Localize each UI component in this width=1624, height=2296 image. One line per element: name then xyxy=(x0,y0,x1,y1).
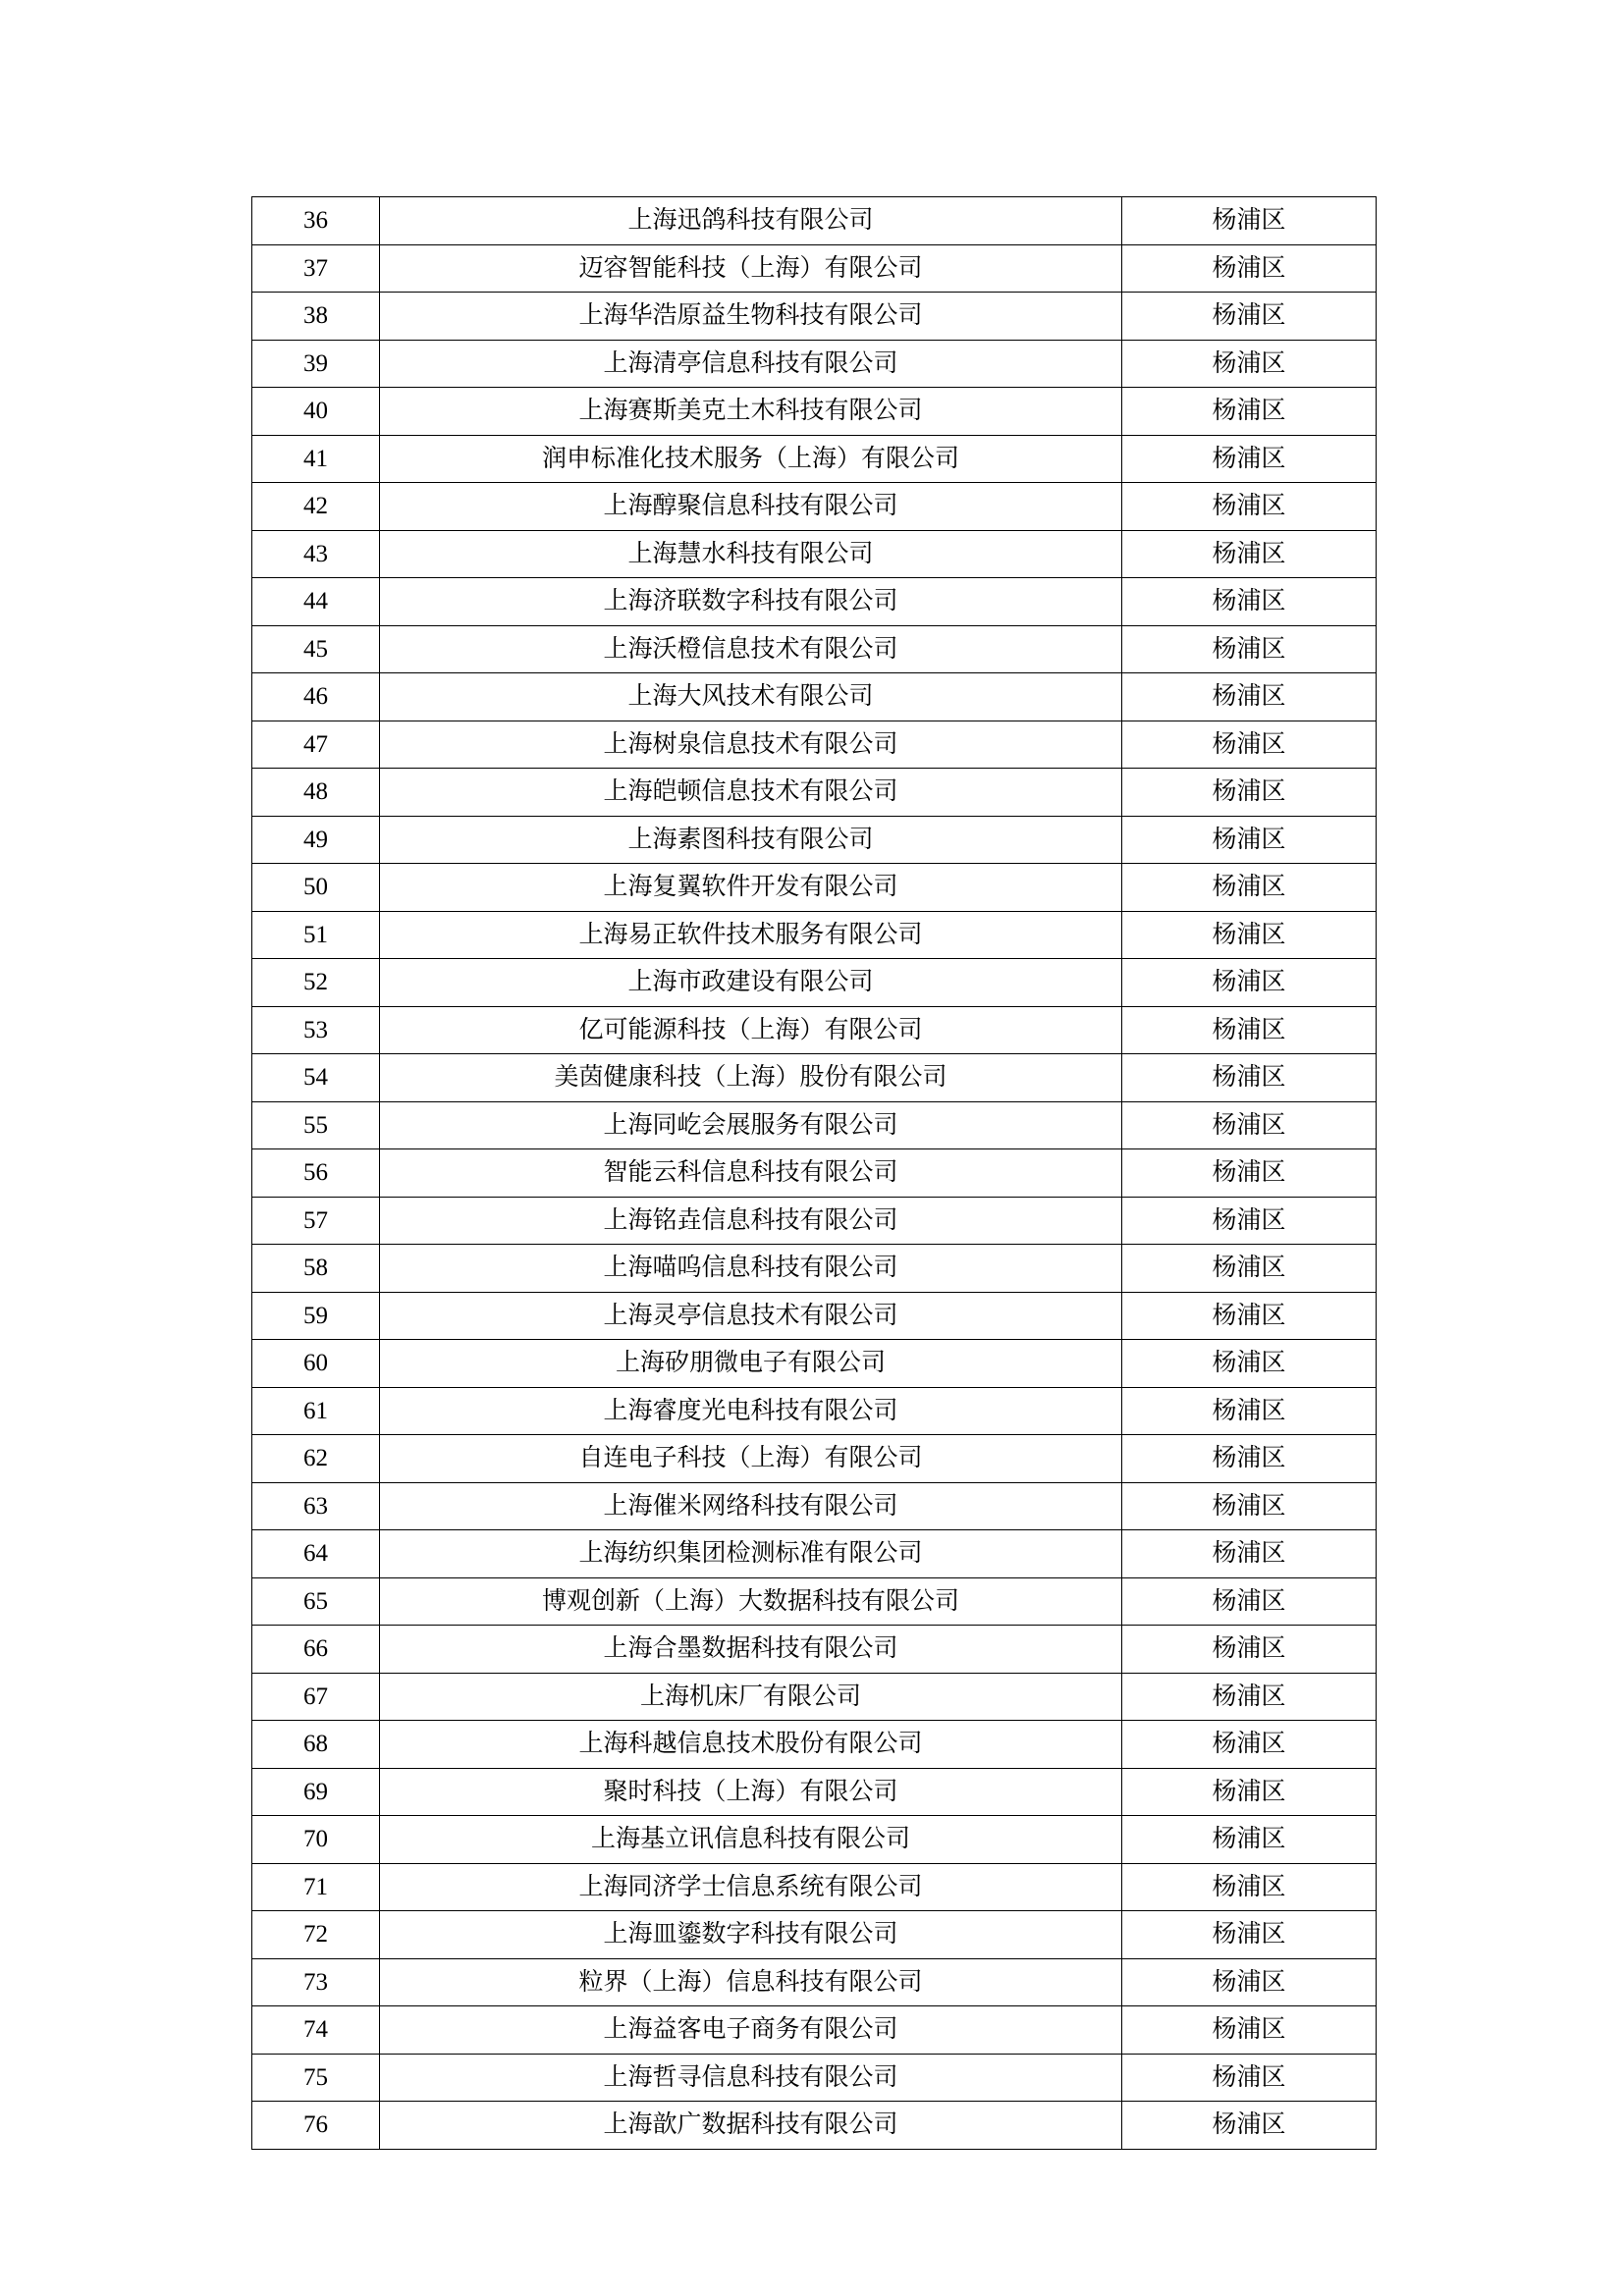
row-number-cell: 44 xyxy=(252,578,380,626)
row-number-cell: 63 xyxy=(252,1482,380,1530)
table-row xyxy=(252,1149,1377,1198)
row-number-cell: 69 xyxy=(252,1768,380,1816)
company-name-cell: 上海市政建设有限公司 xyxy=(380,959,1122,1007)
company-name-cell: 上海益客电子商务有限公司 xyxy=(380,2006,1122,2055)
company-name-cell: 上海素图科技有限公司 xyxy=(380,816,1122,864)
row-number-cell: 45 xyxy=(252,625,380,673)
district-cell: 杨浦区 xyxy=(1122,1482,1377,1530)
table-row xyxy=(252,1387,1377,1435)
company-name-cell: 上海皑顿信息技术有限公司 xyxy=(380,769,1122,817)
company-name-cell: 博观创新（上海）大数据科技有限公司 xyxy=(380,1577,1122,1626)
row-number-cell: 39 xyxy=(252,340,380,388)
company-name-cell: 上海机床厂有限公司 xyxy=(380,1673,1122,1721)
company-name-cell: 亿可能源科技（上海）有限公司 xyxy=(380,1006,1122,1054)
company-name-cell: 上海清亭信息科技有限公司 xyxy=(380,340,1122,388)
table-row xyxy=(252,1292,1377,1340)
company-name-cell: 上海易正软件技术服务有限公司 xyxy=(380,911,1122,959)
table-row xyxy=(252,483,1377,531)
company-name-cell: 上海济联数字科技有限公司 xyxy=(380,578,1122,626)
district-cell: 杨浦区 xyxy=(1122,1958,1377,2006)
table-row xyxy=(252,197,1377,245)
table-row xyxy=(252,388,1377,436)
table-row xyxy=(252,1816,1377,1864)
table-row xyxy=(252,2006,1377,2055)
company-name-cell: 上海醇聚信息科技有限公司 xyxy=(380,483,1122,531)
row-number-cell: 41 xyxy=(252,435,380,483)
company-name-cell: 自连电子科技（上海）有限公司 xyxy=(380,1435,1122,1483)
district-cell: 杨浦区 xyxy=(1122,1054,1377,1102)
company-name-cell: 上海矽朋微电子有限公司 xyxy=(380,1340,1122,1388)
district-cell: 杨浦区 xyxy=(1122,1530,1377,1578)
company-name-cell: 上海树泉信息技术有限公司 xyxy=(380,721,1122,769)
company-name-cell: 迈容智能科技（上海）有限公司 xyxy=(380,244,1122,293)
row-number-cell: 67 xyxy=(252,1673,380,1721)
table-row xyxy=(252,673,1377,721)
district-cell: 杨浦区 xyxy=(1122,1292,1377,1340)
table-row xyxy=(252,1530,1377,1578)
row-number-cell: 42 xyxy=(252,483,380,531)
district-cell: 杨浦区 xyxy=(1122,483,1377,531)
table-row xyxy=(252,959,1377,1007)
table-row xyxy=(252,1626,1377,1674)
row-number-cell: 70 xyxy=(252,1816,380,1864)
district-cell: 杨浦区 xyxy=(1122,1197,1377,1245)
row-number-cell: 76 xyxy=(252,2102,380,2150)
company-list-table xyxy=(251,196,1377,2150)
table-row xyxy=(252,1197,1377,1245)
district-cell: 杨浦区 xyxy=(1122,530,1377,578)
district-cell: 杨浦区 xyxy=(1122,244,1377,293)
row-number-cell: 60 xyxy=(252,1340,380,1388)
district-cell: 杨浦区 xyxy=(1122,1101,1377,1149)
row-number-cell: 51 xyxy=(252,911,380,959)
district-cell: 杨浦区 xyxy=(1122,1387,1377,1435)
table-row xyxy=(252,1577,1377,1626)
company-name-cell: 上海皿鎏数字科技有限公司 xyxy=(380,1911,1122,1959)
row-number-cell: 52 xyxy=(252,959,380,1007)
district-cell: 杨浦区 xyxy=(1122,1006,1377,1054)
district-cell: 杨浦区 xyxy=(1122,1245,1377,1293)
district-cell: 杨浦区 xyxy=(1122,2054,1377,2102)
table-row xyxy=(252,435,1377,483)
company-list-table-wrap xyxy=(251,196,1377,2150)
company-name-cell: 上海喵呜信息科技有限公司 xyxy=(380,1245,1122,1293)
row-number-cell: 40 xyxy=(252,388,380,436)
table-row xyxy=(252,1245,1377,1293)
company-name-cell: 智能云科信息科技有限公司 xyxy=(380,1149,1122,1198)
table-row xyxy=(252,340,1377,388)
table-row xyxy=(252,530,1377,578)
row-number-cell: 74 xyxy=(252,2006,380,2055)
company-name-cell: 聚时科技（上海）有限公司 xyxy=(380,1768,1122,1816)
table-row xyxy=(252,244,1377,293)
table-row xyxy=(252,1101,1377,1149)
row-number-cell: 48 xyxy=(252,769,380,817)
district-cell: 杨浦区 xyxy=(1122,1340,1377,1388)
row-number-cell: 36 xyxy=(252,197,380,245)
district-cell: 杨浦区 xyxy=(1122,1911,1377,1959)
district-cell: 杨浦区 xyxy=(1122,340,1377,388)
table-row xyxy=(252,2102,1377,2150)
district-cell: 杨浦区 xyxy=(1122,1435,1377,1483)
company-name-cell: 上海哲寻信息科技有限公司 xyxy=(380,2054,1122,2102)
table-row xyxy=(252,293,1377,341)
district-cell: 杨浦区 xyxy=(1122,959,1377,1007)
table-row xyxy=(252,816,1377,864)
row-number-cell: 56 xyxy=(252,1149,380,1198)
district-cell: 杨浦区 xyxy=(1122,578,1377,626)
row-number-cell: 46 xyxy=(252,673,380,721)
company-name-cell: 上海歆广数据科技有限公司 xyxy=(380,2102,1122,2150)
row-number-cell: 75 xyxy=(252,2054,380,2102)
company-name-cell: 上海同屹会展服务有限公司 xyxy=(380,1101,1122,1149)
row-number-cell: 61 xyxy=(252,1387,380,1435)
table-row xyxy=(252,1768,1377,1816)
row-number-cell: 43 xyxy=(252,530,380,578)
row-number-cell: 50 xyxy=(252,864,380,912)
district-cell: 杨浦区 xyxy=(1122,1721,1377,1769)
row-number-cell: 53 xyxy=(252,1006,380,1054)
row-number-cell: 72 xyxy=(252,1911,380,1959)
district-cell: 杨浦区 xyxy=(1122,1577,1377,1626)
table-row xyxy=(252,1911,1377,1959)
row-number-cell: 73 xyxy=(252,1958,380,2006)
company-name-cell: 上海复翼软件开发有限公司 xyxy=(380,864,1122,912)
company-name-cell: 上海基立讯信息科技有限公司 xyxy=(380,1816,1122,1864)
company-name-cell: 上海睿度光电科技有限公司 xyxy=(380,1387,1122,1435)
district-cell: 杨浦区 xyxy=(1122,673,1377,721)
row-number-cell: 55 xyxy=(252,1101,380,1149)
district-cell: 杨浦区 xyxy=(1122,864,1377,912)
district-cell: 杨浦区 xyxy=(1122,625,1377,673)
company-name-cell: 上海赛斯美克土木科技有限公司 xyxy=(380,388,1122,436)
table-row xyxy=(252,1863,1377,1911)
table-row xyxy=(252,1673,1377,1721)
district-cell: 杨浦区 xyxy=(1122,1149,1377,1198)
company-name-cell: 上海迅鸽科技有限公司 xyxy=(380,197,1122,245)
company-name-cell: 粒界（上海）信息科技有限公司 xyxy=(380,1958,1122,2006)
company-name-cell: 上海大风技术有限公司 xyxy=(380,673,1122,721)
district-cell: 杨浦区 xyxy=(1122,721,1377,769)
district-cell: 杨浦区 xyxy=(1122,816,1377,864)
table-row xyxy=(252,1435,1377,1483)
table-row xyxy=(252,1958,1377,2006)
row-number-cell: 71 xyxy=(252,1863,380,1911)
company-name-cell: 上海同济学士信息系统有限公司 xyxy=(380,1863,1122,1911)
district-cell: 杨浦区 xyxy=(1122,2102,1377,2150)
district-cell: 杨浦区 xyxy=(1122,1816,1377,1864)
table-row xyxy=(252,578,1377,626)
company-name-cell: 上海华浩原益生物科技有限公司 xyxy=(380,293,1122,341)
table-row xyxy=(252,1054,1377,1102)
company-name-cell: 上海灵亭信息技术有限公司 xyxy=(380,1292,1122,1340)
table-row xyxy=(252,625,1377,673)
company-name-cell: 上海慧水科技有限公司 xyxy=(380,530,1122,578)
table-row xyxy=(252,864,1377,912)
district-cell: 杨浦区 xyxy=(1122,197,1377,245)
district-cell: 杨浦区 xyxy=(1122,435,1377,483)
district-cell: 杨浦区 xyxy=(1122,911,1377,959)
company-name-cell: 上海纺织集团检测标准有限公司 xyxy=(380,1530,1122,1578)
table-row xyxy=(252,911,1377,959)
table-row xyxy=(252,1340,1377,1388)
company-name-cell: 润申标准化技术服务（上海）有限公司 xyxy=(380,435,1122,483)
table-row xyxy=(252,1006,1377,1054)
row-number-cell: 68 xyxy=(252,1721,380,1769)
district-cell: 杨浦区 xyxy=(1122,769,1377,817)
district-cell: 杨浦区 xyxy=(1122,388,1377,436)
row-number-cell: 49 xyxy=(252,816,380,864)
table-row xyxy=(252,2054,1377,2102)
row-number-cell: 57 xyxy=(252,1197,380,1245)
row-number-cell: 37 xyxy=(252,244,380,293)
row-number-cell: 58 xyxy=(252,1245,380,1293)
district-cell: 杨浦区 xyxy=(1122,293,1377,341)
row-number-cell: 54 xyxy=(252,1054,380,1102)
district-cell: 杨浦区 xyxy=(1122,1863,1377,1911)
district-cell: 杨浦区 xyxy=(1122,2006,1377,2055)
company-name-cell: 美茵健康科技（上海）股份有限公司 xyxy=(380,1054,1122,1102)
row-number-cell: 65 xyxy=(252,1577,380,1626)
table-row xyxy=(252,769,1377,817)
company-name-cell: 上海沃橙信息技术有限公司 xyxy=(380,625,1122,673)
row-number-cell: 62 xyxy=(252,1435,380,1483)
table-row xyxy=(252,1721,1377,1769)
table-row xyxy=(252,721,1377,769)
table-row xyxy=(252,1482,1377,1530)
row-number-cell: 38 xyxy=(252,293,380,341)
company-name-cell: 上海科越信息技术股份有限公司 xyxy=(380,1721,1122,1769)
company-name-cell: 上海催米网络科技有限公司 xyxy=(380,1482,1122,1530)
company-table-body xyxy=(252,197,1377,2150)
row-number-cell: 47 xyxy=(252,721,380,769)
company-name-cell: 上海合墨数据科技有限公司 xyxy=(380,1626,1122,1674)
district-cell: 杨浦区 xyxy=(1122,1768,1377,1816)
row-number-cell: 66 xyxy=(252,1626,380,1674)
district-cell: 杨浦区 xyxy=(1122,1673,1377,1721)
row-number-cell: 64 xyxy=(252,1530,380,1578)
district-cell: 杨浦区 xyxy=(1122,1626,1377,1674)
company-name-cell: 上海铭垚信息科技有限公司 xyxy=(380,1197,1122,1245)
row-number-cell: 59 xyxy=(252,1292,380,1340)
